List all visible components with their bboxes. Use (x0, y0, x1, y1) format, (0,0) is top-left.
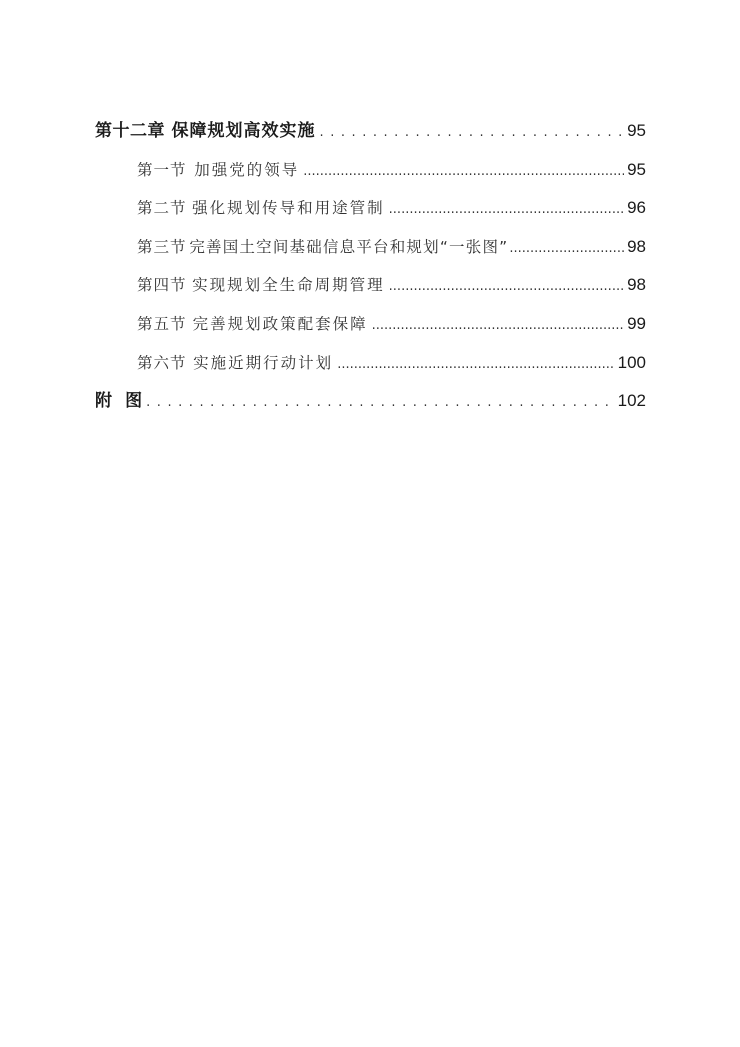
page-number: 98 (627, 275, 646, 295)
page-number: 96 (627, 198, 646, 218)
page-number: 102 (617, 391, 646, 411)
section-label: 第六节 (137, 353, 187, 372)
table-of-contents (95, 112, 646, 421)
chapter-title: 保障规划高效实施 (171, 121, 316, 141)
page-number: 100 (617, 352, 646, 372)
dot-leader (146, 382, 615, 423)
section-label: 第四节 (137, 276, 187, 295)
section-title: 实施近期行动计划 (193, 353, 334, 372)
toc-chapter-12[interactable] (95, 112, 646, 151)
page-number: 98 (627, 236, 646, 256)
section-label: 第一节 (137, 160, 187, 179)
section-title: 实现规划全生命周期管理 (192, 276, 385, 295)
page-number: 95 (627, 159, 646, 179)
dot-leader (303, 151, 624, 192)
section-title: 完善国土空间基础信息平台和规划“一张图” (189, 237, 509, 256)
section-label: 第五节 (137, 314, 187, 333)
toc-section-1[interactable] (95, 151, 646, 190)
toc-section-2[interactable] (95, 189, 646, 228)
appendix-label-part2: 图 (125, 391, 143, 412)
dot-leader (320, 112, 625, 153)
section-label: 第三节 (137, 237, 187, 256)
section-label: 第二节 (137, 199, 187, 218)
dot-leader (389, 266, 624, 307)
toc-section-3[interactable] (95, 228, 646, 267)
dot-leader (509, 228, 626, 269)
appendix-label-part1: 附 (95, 391, 112, 412)
dot-leader (389, 189, 624, 230)
dot-leader (372, 305, 624, 346)
page-number: 99 (627, 313, 646, 333)
dot-leader (337, 344, 614, 385)
toc-appendix[interactable] (95, 382, 646, 421)
toc-section-4[interactable] (95, 266, 646, 305)
toc-section-5[interactable] (95, 305, 646, 344)
toc-section-6[interactable] (95, 344, 646, 383)
section-title: 强化规划传导和用途管制 (192, 199, 385, 218)
page-number: 95 (627, 121, 646, 140)
section-title: 完善规划政策配套保障 (192, 314, 368, 333)
section-title: 加强党的领导 (194, 160, 300, 179)
chapter-label: 第十二章 (95, 121, 165, 141)
